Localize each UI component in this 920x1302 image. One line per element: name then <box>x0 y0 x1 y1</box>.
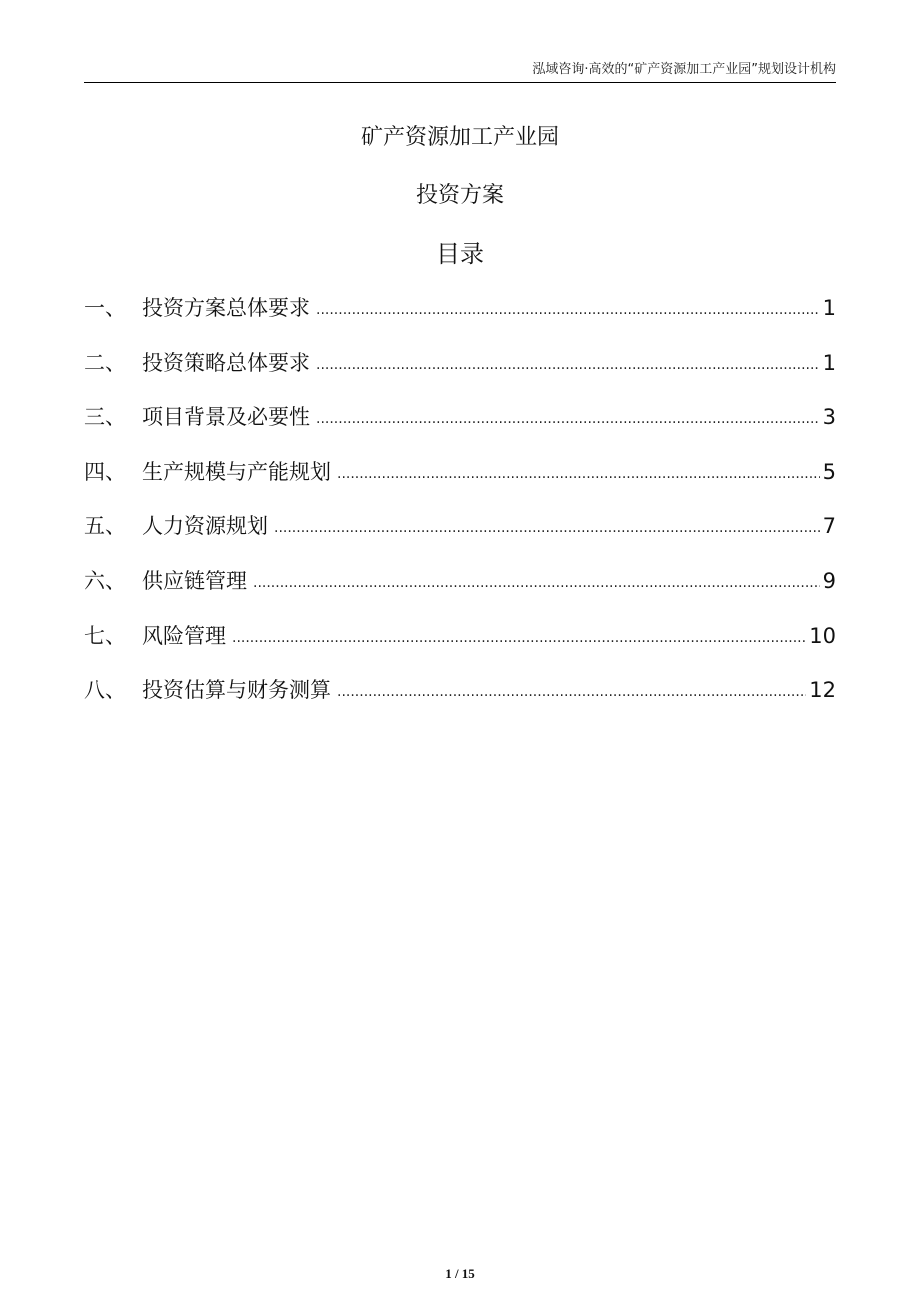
toc-entry[interactable] <box>84 347 836 402</box>
toc-entry[interactable] <box>84 565 836 620</box>
toc-dot-leader <box>274 520 820 536</box>
toc-entry-number: 七、 <box>84 623 126 648</box>
document-title: 矿产资源加工产业园 <box>360 125 559 150</box>
toc-entry-label: 风险管理 <box>142 623 226 648</box>
toc-entry-page: 12 <box>809 678 836 703</box>
toc-entry-label: 投资策略总体要求 <box>142 350 310 375</box>
toc-entry-number: 二、 <box>84 350 126 375</box>
toc-entry-number: 六、 <box>84 568 126 593</box>
toc-entry-number: 四、 <box>84 459 126 484</box>
running-header: 泓域咨询·高效的“矿产资源加工产业园”规划设计机构 <box>532 62 836 77</box>
page-number-footer: 1 / 15 <box>445 1266 475 1281</box>
toc-entry-label: 生产规模与产能规划 <box>142 459 331 484</box>
toc-entry-number: 一、 <box>84 296 126 320</box>
toc-entry-page: 1 <box>822 296 836 320</box>
toc-entry-page: 1 <box>822 350 836 375</box>
toc-entry-page: 3 <box>822 405 836 430</box>
toc-entry-label: 人力资源规划 <box>142 514 268 539</box>
toc-entry[interactable] <box>84 456 836 511</box>
toc-entry-label: 供应链管理 <box>142 568 247 593</box>
toc-entry[interactable] <box>84 510 836 565</box>
toc-dot-leader <box>232 630 806 646</box>
header-divider <box>84 82 836 83</box>
table-of-contents <box>84 292 836 729</box>
toc-entry-page: 10 <box>809 623 836 648</box>
toc-entry-page: 9 <box>822 568 836 593</box>
toc-entry-number: 三、 <box>84 405 126 430</box>
toc-entry-page: 7 <box>822 514 836 539</box>
toc-entry[interactable] <box>84 674 836 729</box>
toc-dot-leader <box>316 302 820 318</box>
toc-entry[interactable] <box>84 401 836 456</box>
toc-dot-leader <box>316 357 820 373</box>
toc-entry-label: 项目背景及必要性 <box>142 405 310 430</box>
toc-dot-leader <box>316 411 820 427</box>
toc-dot-leader <box>337 466 820 482</box>
document-subtitle: 投资方案 <box>415 183 504 208</box>
toc-entry-number: 八、 <box>84 678 126 703</box>
toc-entry[interactable] <box>84 292 836 347</box>
toc-entry-number: 五、 <box>84 514 126 539</box>
toc-entry-label: 投资估算与财务测算 <box>142 678 331 703</box>
toc-entry-label: 投资方案总体要求 <box>142 296 310 320</box>
toc-entry-page: 5 <box>822 459 836 484</box>
toc-heading: 目录 <box>436 240 484 268</box>
toc-dot-leader <box>253 575 820 591</box>
toc-entry[interactable] <box>84 620 836 675</box>
toc-dot-leader <box>337 684 806 700</box>
